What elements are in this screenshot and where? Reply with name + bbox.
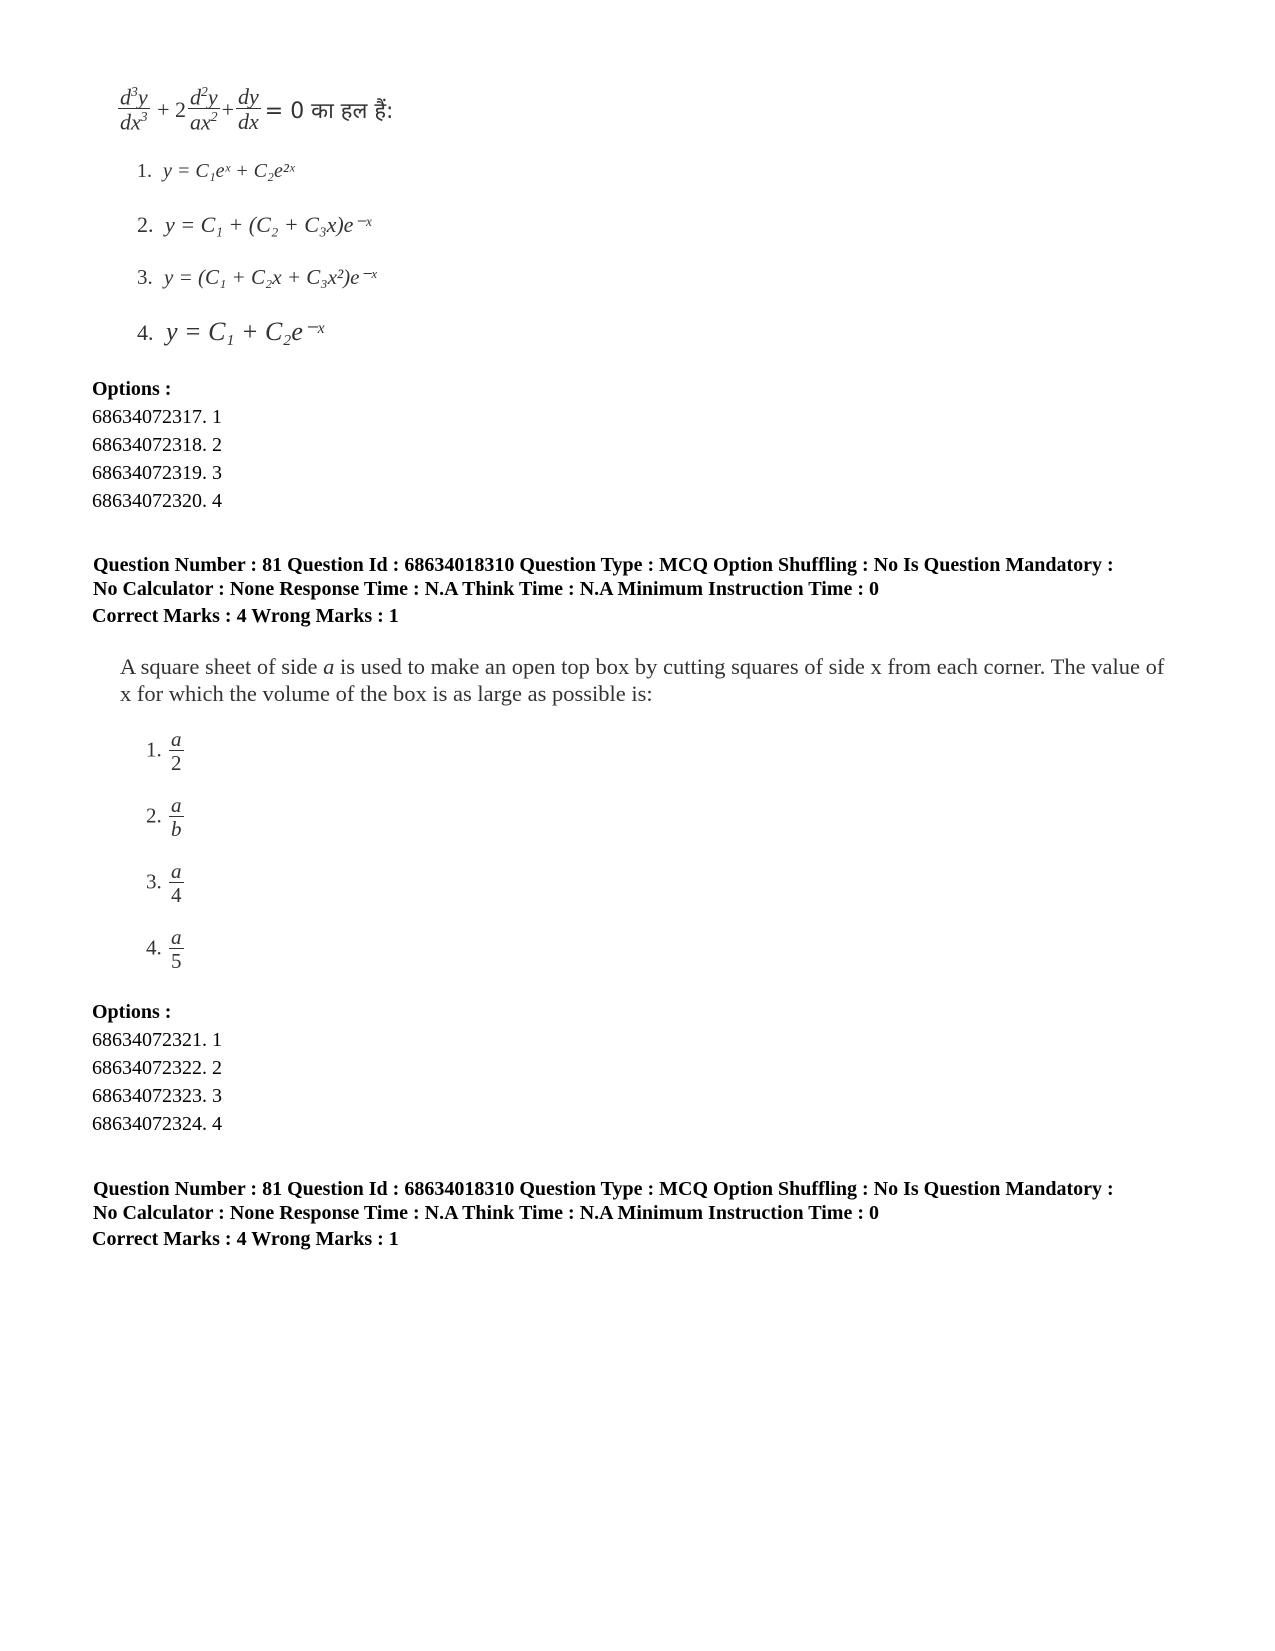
- option-item: 68634072324. 4: [92, 1113, 222, 1135]
- denominator: 5: [171, 949, 182, 974]
- question-meta-line: No Calculator : None Response Time : N.A Think Time : N.A Minimum Instruction Time : 0: [93, 578, 879, 600]
- choice-number: 4.: [137, 320, 154, 345]
- numerator: a: [171, 727, 182, 751]
- question-text: A square sheet of side: [120, 654, 324, 679]
- q81-choice-2: [146, 794, 186, 841]
- option-item: 68634072317. 1: [92, 406, 222, 428]
- options-label: Options :: [92, 378, 172, 400]
- question-meta-line: Question Number : 81 Question Id : 68634018310 Question Type : MCQ Option Shuffling : No Is Question Mandatory :: [93, 554, 1114, 576]
- choice-expression: y = C₁eˣ + C₂e²ˣ: [163, 160, 295, 182]
- question-meta: [93, 1177, 1203, 1225]
- dy-dx-fraction: $\frac{dy}{dx}$: [238, 84, 259, 135]
- choice-number: 1.: [146, 737, 162, 762]
- q80-stem: $\frac{d^3y}{dx^3}$ + 2 $\frac{d^2y}{ax^2}$ + $\frac{dy}{dx}$ = 0 का हल हैं:: [120, 83, 394, 135]
- choice-number: 2.: [146, 803, 162, 828]
- choice-expression: y = (C₁ + C₂x + C₃x²)e⁻ˣ: [164, 265, 377, 289]
- d3y-dx3-fraction: $\frac{d^3y}{dx^3}$: [120, 83, 148, 135]
- option-item: 68634072322. 2: [92, 1057, 222, 1079]
- options-label: Options :: [92, 1001, 172, 1023]
- choice-number: 1.: [137, 160, 152, 182]
- question-meta-line: No Calculator : None Response Time : N.A Think Time : N.A Minimum Instruction Time : 0: [93, 1202, 879, 1224]
- fraction: [169, 860, 184, 907]
- numerator: a: [171, 925, 182, 949]
- denominator: 4: [171, 883, 182, 908]
- option-item: 68634072320. 4: [92, 490, 222, 512]
- choice-expression: y = C₁ + C₂e⁻ˣ: [166, 317, 324, 346]
- marks-line: Correct Marks : 4 Wrong Marks : 1: [92, 605, 399, 627]
- denominator: 2: [171, 751, 182, 776]
- q81-choice-3: [146, 860, 186, 907]
- fraction: [169, 926, 184, 973]
- option-item: 68634072321. 1: [92, 1029, 222, 1051]
- fraction: [169, 794, 184, 841]
- fraction: [169, 728, 184, 775]
- question-meta-line: Question Number : 81 Question Id : 68634018310 Question Type : MCQ Option Shuffling : No Is Question Mandatory :: [93, 1178, 1114, 1200]
- question-meta: [93, 553, 1203, 601]
- q80-choice-2: [137, 212, 371, 238]
- q81-choice-1: [146, 728, 186, 775]
- variable: a: [323, 654, 335, 679]
- choice-number: 2.: [137, 212, 154, 237]
- denominator: b: [171, 817, 182, 842]
- q81-choice-4: [146, 926, 186, 973]
- option-item: 68634072323. 3: [92, 1085, 222, 1107]
- q81-question-text: [120, 653, 1180, 707]
- choice-number: 3.: [137, 265, 153, 289]
- option-item: 68634072319. 3: [92, 462, 222, 484]
- choice-number: 3.: [146, 869, 162, 894]
- q80-choice-3: [137, 265, 377, 290]
- q80-stem-suffix: = 0 का हल हैं:: [264, 98, 394, 124]
- choice-expression: y = C₁ + (C₂ + C₃x)e⁻ˣ: [165, 212, 372, 237]
- choice-number: 4.: [146, 935, 162, 960]
- option-item: 68634072318. 2: [92, 434, 222, 456]
- q80-choice-4: [137, 317, 324, 347]
- marks-line: Correct Marks : 4 Wrong Marks : 1: [92, 1228, 399, 1250]
- question-text: is used to make an open top box by cutting squares of side x from each corner. The value of x for which the volume of the box is as large as possible is:: [120, 654, 1165, 706]
- q80-choice-1: [137, 160, 295, 183]
- numerator: a: [171, 859, 182, 883]
- numerator: a: [171, 793, 182, 817]
- d2y-ax2-fraction: $\frac{d^2y}{ax^2}$: [190, 83, 218, 135]
